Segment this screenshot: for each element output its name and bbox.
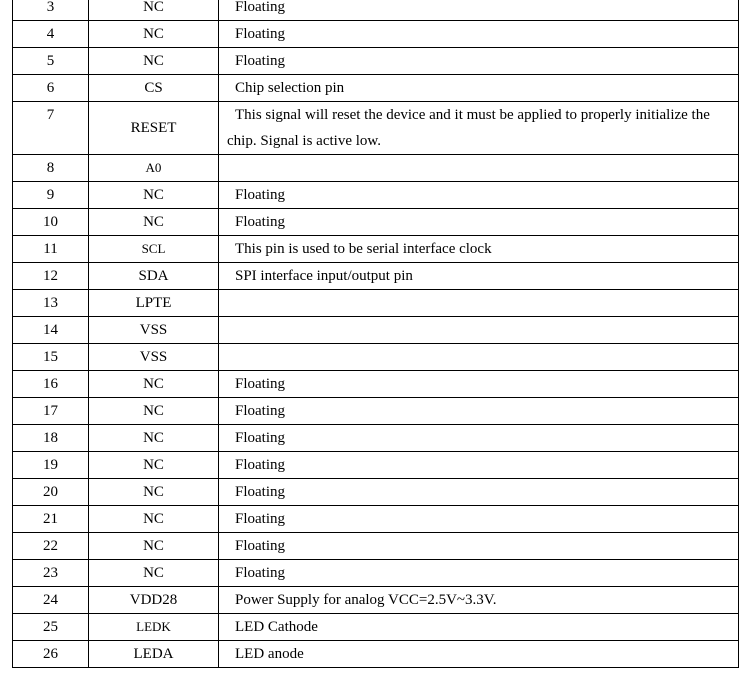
pin-number-cell: 10: [13, 209, 89, 236]
pin-description-cell: [219, 344, 739, 371]
table-row: [13, 209, 739, 236]
pin-number-cell: 21: [13, 506, 89, 533]
table-row: [13, 506, 739, 533]
pin-symbol-cell: LPTE: [89, 290, 219, 317]
pin-number-cell: 11: [13, 236, 89, 263]
pin-symbol-cell: NC: [89, 479, 219, 506]
pin-description-cell: [219, 290, 739, 317]
table-row: [13, 641, 739, 668]
table-row: [13, 48, 739, 75]
pin-number-cell: 16: [13, 371, 89, 398]
pin-symbol-cell: A0: [89, 155, 219, 182]
pin-number-cell: 3: [13, 0, 89, 21]
pin-symbol-cell: SCL: [89, 236, 219, 263]
table-row: [13, 479, 739, 506]
pin-description-cell: Floating: [219, 506, 739, 533]
pin-description-cell: Floating: [219, 209, 739, 236]
pin-description-cell: Floating: [219, 21, 739, 48]
pin-symbol-cell: SDA: [89, 263, 219, 290]
pin-number-cell: 20: [13, 479, 89, 506]
table-row: [13, 587, 739, 614]
pin-number-cell: 13: [13, 290, 89, 317]
pin-description-cell: Floating: [219, 560, 739, 587]
table-row: [13, 263, 739, 290]
pin-symbol-cell: NC: [89, 209, 219, 236]
pin-description-cell: Floating: [219, 479, 739, 506]
pin-symbol-cell: NC: [89, 533, 219, 560]
pin-description-cell: Chip selection pin: [219, 75, 739, 102]
pin-symbol-cell: RESET: [89, 102, 219, 155]
pin-symbol-cell: VDD28: [89, 587, 219, 614]
pin-number-cell: 14: [13, 317, 89, 344]
pin-symbol-cell: NC: [89, 452, 219, 479]
pin-description-cell: This pin is used to be serial interface clock: [219, 236, 739, 263]
pin-number-cell: 19: [13, 452, 89, 479]
pin-symbol-cell: NC: [89, 0, 219, 21]
pin-number-cell: 9: [13, 182, 89, 209]
pin-table-body: [13, 0, 739, 668]
pin-number-cell: 25: [13, 614, 89, 641]
pin-number-cell: 6: [13, 75, 89, 102]
pin-symbol-cell: CS: [89, 75, 219, 102]
pin-description-cell: Floating: [219, 425, 739, 452]
pin-symbol-cell: NC: [89, 506, 219, 533]
table-row: [13, 614, 739, 641]
table-row: [13, 452, 739, 479]
pin-description-cell: LED anode: [219, 641, 739, 668]
table-row: [13, 0, 739, 21]
pin-number-cell: 18: [13, 425, 89, 452]
table-row: [13, 21, 739, 48]
pin-description-cell: Floating: [219, 398, 739, 425]
table-row: [13, 75, 739, 102]
pin-number-cell: 15: [13, 344, 89, 371]
pin-number-cell: 12: [13, 263, 89, 290]
pin-description-cell: Floating: [219, 371, 739, 398]
pin-symbol-cell: VSS: [89, 344, 219, 371]
pin-description-cell: Floating: [219, 0, 739, 21]
pin-symbol-cell: NC: [89, 425, 219, 452]
pin-description-cell: This signal will reset the device and it must be applied to properly initialize the chip. Signal is active low.: [219, 102, 739, 155]
pin-number-cell: 22: [13, 533, 89, 560]
pin-description-cell: [219, 155, 739, 182]
table-row: [13, 317, 739, 344]
pin-description-cell: Floating: [219, 533, 739, 560]
pin-number-cell: 4: [13, 21, 89, 48]
table-row: [13, 533, 739, 560]
pin-definition-table: [12, 0, 739, 668]
pin-number-cell: 8: [13, 155, 89, 182]
table-row: [13, 425, 739, 452]
pin-number-cell: 17: [13, 398, 89, 425]
pin-description-cell: Power Supply for analog VCC=2.5V~3.3V.: [219, 587, 739, 614]
table-row: [13, 236, 739, 263]
pin-description-cell: [219, 317, 739, 344]
table-row: [13, 290, 739, 317]
table-row: [13, 102, 739, 155]
pin-number-cell: 26: [13, 641, 89, 668]
pin-symbol-cell: LEDA: [89, 641, 219, 668]
pin-description-cell: Floating: [219, 48, 739, 75]
pin-symbol-cell: VSS: [89, 317, 219, 344]
pin-symbol-cell: NC: [89, 398, 219, 425]
pin-description-cell: Floating: [219, 452, 739, 479]
table-row: [13, 155, 739, 182]
pin-description-cell: LED Cathode: [219, 614, 739, 641]
table-row: [13, 560, 739, 587]
pin-symbol-cell: NC: [89, 48, 219, 75]
pin-symbol-cell: NC: [89, 21, 219, 48]
pin-number-cell: 5: [13, 48, 89, 75]
pin-symbol-cell: NC: [89, 182, 219, 209]
pin-symbol-cell: LEDK: [89, 614, 219, 641]
pin-description-cell: SPI interface input/output pin: [219, 263, 739, 290]
table-row: [13, 398, 739, 425]
table-row: [13, 371, 739, 398]
table-row: [13, 182, 739, 209]
pin-number-cell: 24: [13, 587, 89, 614]
pin-description-cell: Floating: [219, 182, 739, 209]
pin-symbol-cell: NC: [89, 560, 219, 587]
pin-number-cell: 7: [13, 102, 89, 155]
table-row: [13, 344, 739, 371]
pin-symbol-cell: NC: [89, 371, 219, 398]
pin-number-cell: 23: [13, 560, 89, 587]
